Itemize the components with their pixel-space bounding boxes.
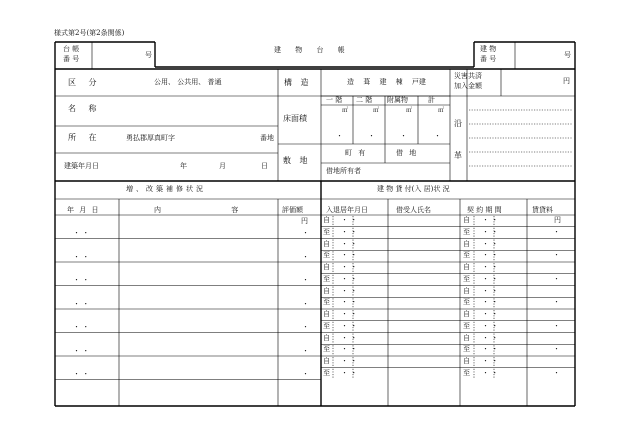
lending-moveinout-dots: ・ ・ (341, 345, 358, 354)
period-to-label: 至 (463, 321, 470, 330)
lending-col-period: 契 約 期 間 (467, 206, 502, 214)
page-title: 建 物 台 帳 (274, 46, 346, 54)
kubun-label: 区 分 (68, 78, 97, 87)
repair-row-yen: 円 (301, 217, 308, 225)
lending-col-rent: 賃貸料 (532, 206, 553, 214)
period-dots: ・ ・ (482, 321, 499, 330)
period-to-label: 至 (463, 251, 470, 260)
floor-dot-1: ・ (336, 132, 343, 140)
built-day: 日 (261, 162, 268, 170)
history-label-1: 沿 (454, 119, 462, 128)
disaster-unit: 円 (563, 77, 570, 85)
repair-row-date-dots: ・ ・ (73, 323, 90, 331)
repair-row-value-dot: ・ (302, 370, 309, 378)
period-to-label: 至 (463, 274, 470, 283)
period-from-label: 自 (463, 239, 470, 248)
repairs-col-date: 年 月 日 (67, 206, 99, 214)
period-dots: ・ ・ (482, 227, 499, 236)
period-dots: ・ ・ (482, 298, 499, 307)
period-to-label: 至 (463, 368, 470, 377)
period-dots: ・ ・ (482, 216, 499, 224)
floor-dot-4: ・ (434, 132, 441, 140)
lending-from-label: 自 (323, 357, 330, 365)
floor-dot-3: ・ (400, 132, 407, 140)
rent-dot: ・ (553, 368, 560, 377)
lending-to-label: 至 (323, 298, 330, 307)
location-value: 勇払郡厚真町字 (126, 134, 175, 142)
building-no-label-2: 番 号 (480, 55, 497, 63)
site-label: 敷 地 (283, 156, 308, 165)
period-dots: ・ ・ (482, 263, 499, 271)
lending-moveinout-dots: ・ ・ (341, 286, 358, 295)
built-year: 年 (180, 162, 187, 170)
lending-moveinout-dots: ・ ・ (341, 274, 358, 283)
lending-moveinout-dots: ・ ・ (341, 310, 358, 318)
ledger-no-suffix: 号 (145, 51, 152, 59)
lending-from-label: 自 (323, 239, 330, 248)
period-from-label: 自 (463, 357, 470, 365)
repair-row-date-dots: ・ ・ (73, 370, 90, 378)
period-dots: ・ ・ (482, 368, 499, 377)
lending-from-label: 自 (323, 310, 330, 318)
repair-row-value-dot: ・ (302, 346, 309, 355)
repairs-col-value: 評価額 (282, 206, 303, 214)
period-dots: ・ ・ (482, 357, 499, 365)
lending-moveinout-dots: ・ ・ (341, 298, 358, 307)
rent-dot: ・ (553, 298, 560, 307)
floor-unit-3: ㎡ (406, 107, 413, 114)
lending-to-label: 至 (323, 251, 330, 260)
lending-title: 建 物 貸 付(入 居)状 況 (377, 185, 450, 193)
period-dots: ・ ・ (482, 239, 499, 248)
built-month: 月 (219, 162, 226, 170)
form-number: 様式第2号(第2条関係) (54, 29, 125, 37)
repair-row-value-dot: ・ (302, 276, 309, 284)
lending-to-label: 至 (323, 345, 330, 354)
period-from-label: 自 (463, 216, 470, 224)
period-dots: ・ ・ (482, 310, 499, 318)
floor-unit-1: ㎡ (342, 107, 349, 114)
rent-dot: ・ (553, 321, 560, 330)
rent-yen: 円 (554, 216, 561, 224)
lending-moveinout-dots: ・ ・ (341, 239, 358, 248)
repair-row-value-dot: ・ (302, 323, 309, 331)
period-from-label: 自 (463, 333, 470, 342)
period-dots: ・ ・ (482, 345, 499, 354)
lending-from-label: 自 (323, 216, 330, 224)
kubun-options: 公用、 公共用、 普通 (154, 78, 222, 86)
repairs-col-content: 内 容 (154, 206, 239, 214)
name-label: 名 称 (68, 104, 97, 113)
ledger-no-label-1: 台 帳 (63, 45, 80, 53)
repair-row-date-dots: ・ ・ (73, 229, 90, 237)
lending-from-label: 自 (323, 333, 330, 342)
repair-row-value-dot: ・ (302, 252, 309, 261)
rent-dot: ・ (553, 227, 560, 236)
period-dots: ・ ・ (482, 251, 499, 260)
lending-moveinout-dots: ・ ・ (341, 251, 358, 260)
floor-unit-2: ㎡ (373, 107, 380, 114)
lending-moveinout-dots: ・ ・ (341, 227, 358, 236)
site-leased: 借 地 (396, 149, 417, 157)
lending-to-label: 至 (323, 321, 330, 330)
location-suffix: 番地 (260, 134, 274, 142)
lending-moveinout-dots: ・ ・ (341, 357, 358, 365)
floor-unit-4: ㎡ (438, 107, 445, 114)
building-no-label-1: 建 物 (480, 45, 497, 53)
period-dots: ・ ・ (482, 333, 499, 342)
floor-col-2: 二 階 (356, 96, 373, 104)
lending-to-label: 至 (323, 368, 330, 377)
disaster-label-1: 災害共済 (454, 72, 482, 80)
period-dots: ・ ・ (482, 286, 499, 295)
location-label: 所 在 (68, 133, 97, 142)
site-landowner: 借地所有者 (326, 167, 361, 175)
built-date-label: 建築年月日 (64, 162, 99, 170)
floor-dot-2: ・ (368, 132, 375, 140)
lending-to-label: 至 (323, 227, 330, 236)
floor-col-1: 一 階 (326, 96, 343, 104)
ledger-no-label-2: 番 号 (63, 55, 80, 63)
history-label-2: 革 (454, 151, 462, 160)
rent-dot: ・ (553, 251, 560, 260)
floor-col-3: 附属物 (387, 96, 408, 104)
lending-col-moveinout: 入退居年月日 (326, 206, 368, 214)
repair-row-date-dots: ・ ・ (73, 252, 90, 261)
site-owned: 町 有 (345, 149, 366, 157)
repair-row-date-dots: ・ ・ (73, 276, 90, 284)
repair-row-date-dots: ・ ・ (73, 299, 90, 308)
period-to-label: 至 (463, 227, 470, 236)
structure-label: 構 造 (284, 78, 309, 87)
lending-from-label: 自 (323, 263, 330, 271)
disaster-label-2: 加入金額 (454, 82, 482, 90)
period-to-label: 至 (463, 298, 470, 307)
lending-moveinout-dots: ・ ・ (341, 333, 358, 342)
lending-to-label: 至 (323, 274, 330, 283)
period-dots: ・ ・ (482, 274, 499, 283)
period-from-label: 自 (463, 286, 470, 295)
repairs-title: 増、改築補修状況 (126, 185, 206, 193)
period-from-label: 自 (463, 263, 470, 271)
lending-moveinout-dots: ・ ・ (341, 216, 358, 224)
lending-from-label: 自 (323, 286, 330, 295)
period-from-label: 自 (463, 310, 470, 318)
floor-col-4: 計 (428, 96, 435, 104)
structure-value: 造 葺 建 棟 戸建 (347, 78, 426, 86)
lending-moveinout-dots: ・ ・ (341, 263, 358, 271)
lending-moveinout-dots: ・ ・ (341, 368, 358, 377)
repair-row-date-dots: ・ ・ (73, 346, 90, 355)
rent-dot: ・ (553, 274, 560, 283)
lending-moveinout-dots: ・ ・ (341, 321, 358, 330)
lending-col-borrower: 借受人氏名 (396, 206, 431, 214)
rent-dot: ・ (553, 345, 560, 354)
floor-area-label: 床面積 (283, 114, 307, 123)
period-to-label: 至 (463, 345, 470, 354)
building-no-suffix: 号 (564, 51, 571, 59)
repair-row-value-dot: ・ (302, 299, 309, 308)
repair-row-value-dot: ・ (302, 229, 309, 237)
